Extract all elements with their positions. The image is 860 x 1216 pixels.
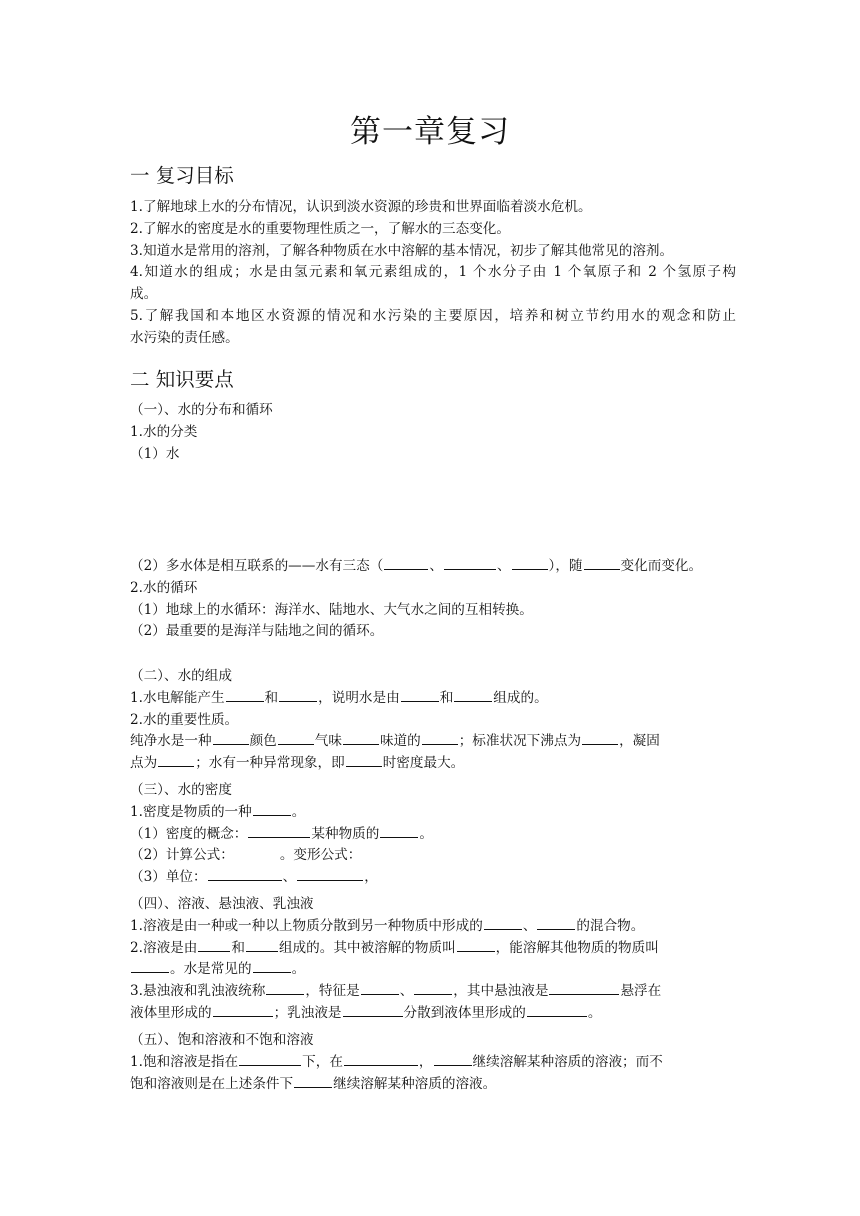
part-saturated-solutions (130, 1030, 736, 1095)
part-title: （四）、溶液、悬浊液、乳浊液 (130, 896, 314, 912)
fill-line: 1.溶液是由一种或一种以上物质分散到另一种物质中形成的 、 的混合物。 (130, 917, 645, 934)
fill-line: 3.悬浊液和乳浊液统称 ，特征是 、 ，其中悬浊液是 悬浮在 (130, 983, 662, 1000)
text-line: 2.水的循环 (130, 579, 198, 596)
text-line: （2）最重要的是海洋与陆地之间的循环。 (130, 623, 384, 640)
fill-line: （2）计算公式： 。变形公式： (130, 847, 362, 864)
answer-blank[interactable] (248, 824, 310, 838)
answer-blank[interactable] (198, 938, 230, 952)
answer-blank[interactable] (344, 1052, 418, 1066)
answer-blank[interactable] (131, 959, 169, 973)
answer-blank[interactable] (512, 556, 548, 570)
goal-line: 5.了解我国和本地区水资源的情况和水污染的主要原因，培养和树立节约用水的观念和防止 (130, 307, 736, 324)
answer-blank[interactable] (527, 1003, 587, 1017)
answer-blank[interactable] (253, 802, 291, 816)
answer-blank[interactable] (384, 556, 428, 570)
answer-blank[interactable] (457, 938, 495, 952)
answer-blank[interactable] (343, 1003, 403, 1017)
page-title: 第一章复习 (350, 114, 510, 150)
goals-list (130, 197, 736, 350)
goal-line: 3.知道水是常用的溶剂，了解各种物质在水中溶解的基本情况，初步了解其他常见的溶剂。 (130, 242, 674, 259)
goal-line: 水污染的责任感。 (130, 329, 239, 346)
text-line: （1）水 (130, 445, 180, 462)
goal-line: 4.知道水的组成；水是由氢元素和氧元素组成的，1 个水分子由 1 个氧原子和 2 个氢原子构 (130, 264, 736, 281)
fill-line: 液体里形成的 ；乳浊液是 分散到液体里形成的 。 (130, 1004, 602, 1021)
answer-blank[interactable] (213, 731, 249, 745)
answer-blank[interactable] (294, 1074, 332, 1088)
text-line: 2.水的重要性质。 (130, 711, 239, 728)
part-title: （三）、水的密度 (130, 782, 232, 798)
answer-blank[interactable] (266, 981, 304, 995)
answer-blank[interactable] (278, 731, 314, 745)
fill-line: （3）单位： 、 ， (130, 869, 378, 886)
fill-line: 1.密度是物质的一种 。 (130, 803, 306, 820)
part-water-density (130, 780, 736, 889)
part-solutions (130, 894, 736, 1025)
answer-blank[interactable] (537, 916, 575, 930)
answer-blank[interactable] (380, 824, 418, 838)
answer-blank[interactable] (279, 688, 317, 702)
answer-blank[interactable] (213, 1003, 273, 1017)
fill-line: 饱和溶液则是在上述条件下 继续溶解某种溶质的溶液。 (130, 1075, 497, 1092)
answer-blank[interactable] (549, 981, 619, 995)
part-title: （二）、水的组成 (130, 668, 232, 684)
section-heading-knowledge: 二 知识要点 (130, 368, 234, 391)
answer-blank[interactable] (454, 688, 492, 702)
answer-blank[interactable] (346, 753, 382, 767)
answer-blank[interactable] (582, 731, 618, 745)
part-water-composition (130, 666, 736, 775)
fill-line: 1.饱和溶液是指在 下，在 ， 继续溶解某种溶质的溶液；而不 (130, 1053, 663, 1070)
goal-line: 1.了解地球上水的分布情况，认识到淡水资源的珍贵和世界面临着淡水危机。 (130, 199, 592, 215)
fill-line: 1.水电解能产生 和 ，说明水是由 和 组成的。 (130, 689, 548, 706)
answer-blank[interactable] (422, 731, 458, 745)
answer-blank[interactable] (246, 938, 278, 952)
fill-line: （2）多水体是相互联系的——水有三态（ 、 、 ），随 变化而变化。 (130, 558, 703, 574)
part-water-cycle (130, 556, 736, 643)
answer-blank[interactable] (208, 867, 282, 881)
answer-blank[interactable] (434, 1052, 472, 1066)
answer-blank[interactable] (343, 731, 379, 745)
answer-blank[interactable] (297, 867, 363, 881)
fill-line: 。水是常见的 。 (130, 959, 736, 981)
answer-blank[interactable] (239, 1052, 301, 1066)
text-line: （1）地球上的水循环：海洋水、陆地水、大气水之间的互相转换。 (130, 601, 533, 618)
answer-blank[interactable] (584, 556, 620, 570)
part-title: （五）、饱和溶液和不饱和溶液 (130, 1032, 314, 1048)
part-water-distribution (130, 400, 736, 465)
fill-line: 点为 ；水有一种异常现象，即 时密度最大。 (130, 755, 465, 772)
goal-line: 成。 (130, 286, 158, 303)
fill-line: 纯净水是一种 颜色 气味 味道的 ；标准状况下沸点为 ，凝固 (130, 733, 660, 750)
fill-line: （1）密度的概念： 某种物质的 。 (130, 825, 433, 842)
answer-blank[interactable] (361, 981, 399, 995)
answer-blank[interactable] (401, 688, 439, 702)
section-heading-goals: 一 复习目标 (130, 164, 234, 187)
fill-line: 2.溶液是由 和 组成的。其中被溶解的物质叫 ，能溶解其他物质的物质叫 (130, 939, 659, 956)
answer-blank[interactable] (444, 556, 496, 570)
part-title: （一）、水的分布和循环 (130, 402, 273, 418)
text-line: 1.水的分类 (130, 423, 198, 440)
answer-blank[interactable] (226, 688, 264, 702)
goal-line: 2.了解水的密度是水的重要物理性质之一，了解水的三态变化。 (130, 220, 510, 237)
answer-blank[interactable] (253, 959, 291, 973)
answer-blank[interactable] (414, 981, 452, 995)
answer-blank[interactable] (158, 753, 194, 767)
answer-blank[interactable] (484, 916, 522, 930)
